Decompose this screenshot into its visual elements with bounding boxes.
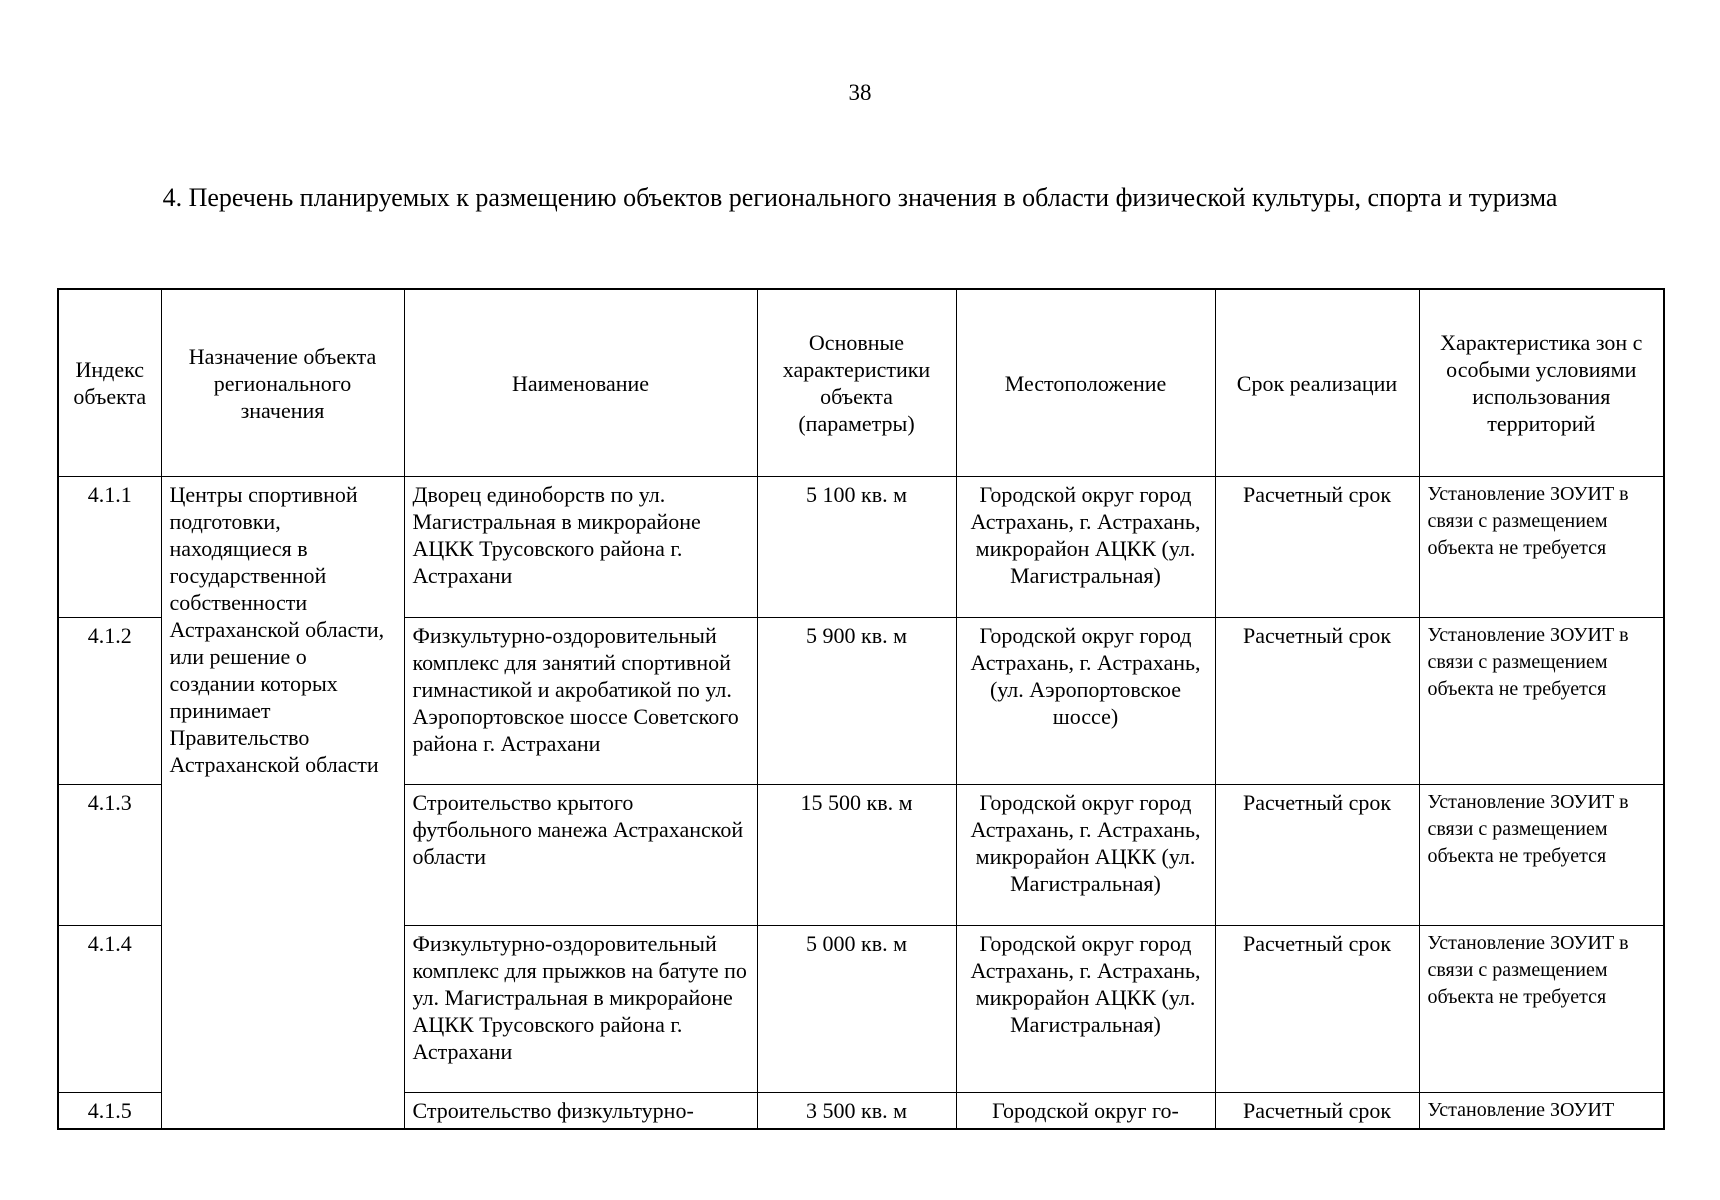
cell-name: Физкультурно-оздоровительный комплекс для занятий спортивной гимнастикой и акробатикой по ул. Аэропортовское шоссе Советского района г. Астрахани — [404, 618, 757, 785]
cell-index: 4.1.2 — [58, 618, 161, 785]
cell-name: Дворец единоборств по ул. Магистральная в микрорайоне АЦКК Трусовского района г. Астрахани — [404, 477, 757, 618]
cell-term: Расчетный срок — [1215, 618, 1419, 785]
cell-term: Расчетный срок — [1215, 1093, 1419, 1130]
header-term: Срок реализации — [1215, 289, 1419, 477]
cell-params: 5 100 кв. м — [757, 477, 956, 618]
cell-index: 4.1.4 — [58, 926, 161, 1093]
header-location: Местоположение — [956, 289, 1215, 477]
cell-term: Расчетный срок — [1215, 926, 1419, 1093]
header-purpose: Назначение объекта регионального значения — [161, 289, 404, 477]
cell-zones: Установление ЗОУИТ в связи с размещением объекта не требуется — [1419, 785, 1664, 926]
cell-zones: Установление ЗОУИТ в связи с размещением объекта не требуется — [1419, 926, 1664, 1093]
header-name: Наименование — [404, 289, 757, 477]
page-number: 38 — [848, 80, 872, 105]
cell-purpose: Центры спортивной подготовки, находящиеся в государственной собственности Астраханской области, или решение о создании которых принимает Правительство Астраханской области — [161, 477, 404, 1130]
cell-zones: Установление ЗОУИТ в связи с размещением объекта не требуется — [1419, 477, 1664, 618]
cell-index: 4.1.3 — [58, 785, 161, 926]
cell-name: Строительство физкультурно- — [404, 1093, 757, 1130]
cell-location: Городской округ город Астрахань, г. Астрахань, микрорайон АЦКК (ул. Магистральная) — [956, 926, 1215, 1093]
cell-zones: Установление ЗОУИТ — [1419, 1093, 1664, 1130]
cell-term: Расчетный срок — [1215, 477, 1419, 618]
cell-zones: Установление ЗОУИТ в связи с размещением объекта не требуется — [1419, 618, 1664, 785]
cell-params: 5 900 кв. м — [757, 618, 956, 785]
cell-params: 5 000 кв. м — [757, 926, 956, 1093]
cell-location: Городской округ город Астрахань, г. Астрахань, микрорайон АЦКК (ул. Магистральная) — [956, 477, 1215, 618]
cell-index: 4.1.1 — [58, 477, 161, 618]
cell-params: 3 500 кв. м — [757, 1093, 956, 1130]
header-index: Индекс объекта — [58, 289, 161, 477]
table-row — [58, 477, 1664, 618]
header-zones: Характеристика зон с особыми условиями использования территорий — [1419, 289, 1664, 477]
document-title: 4. Перечень планируемых к размещению объектов регионального значения в области физической культуры, спорта и туризма — [162, 183, 1558, 212]
cell-params: 15 500 кв. м — [757, 785, 956, 926]
cell-location: Городской округ город Астрахань, г. Астрахань, (ул. Аэропортовское шоссе) — [956, 618, 1215, 785]
table-header-row — [58, 289, 1664, 477]
header-params: Основные характеристики объекта (параметры) — [757, 289, 956, 477]
objects-table — [57, 288, 1665, 1130]
cell-name: Физкультурно-оздоровительный комплекс для прыжков на батуте по ул. Магистральная в микрорайоне АЦКК Трусовского района г. Астрахани — [404, 926, 757, 1093]
cell-location: Городской округ го- — [956, 1093, 1215, 1130]
cell-location: Городской округ город Астрахань, г. Астрахань, микрорайон АЦКК (ул. Магистральная) — [956, 785, 1215, 926]
cell-name: Строительство крытого футбольного манежа Астраханской области — [404, 785, 757, 926]
cell-index: 4.1.5 — [58, 1093, 161, 1130]
cell-term: Расчетный срок — [1215, 785, 1419, 926]
